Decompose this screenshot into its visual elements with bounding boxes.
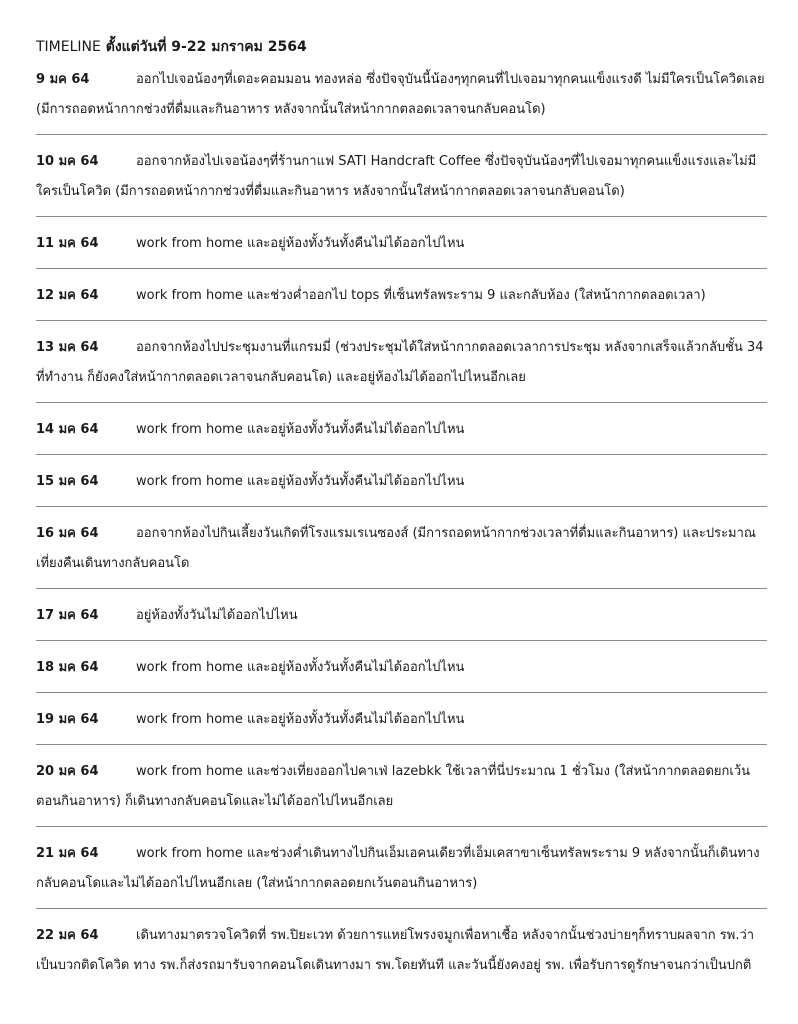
entry-text: เดินทางมาตรวจโควิดที่ รพ.ปิยะเวท ด้วยการแหย่โพรงจมูกเพื่อหาเชื้อ หลังจากนั้นช่วงบ่ายๆก็ทราบผลจาก รพ.ว่าเป็นบวกติดโควิด ทาง รพ.ก็ส่งรถมารับจากคอนโดเดินทางมา รพ.โดยทันที และวันนี้ยังคงอยู่ รพ. เพื่อรับการดูรักษาจนกว่าเป็นปกติ — [36, 928, 755, 973]
entry-text: work from home และช่วงค่ำออกไป tops ที่เซ็นทรัลพระราม 9 และกลับห้อง (ใส่หน้ากากตลอดเวลา) — [136, 288, 706, 303]
timeline-entry — [36, 467, 767, 507]
timeline-entry — [36, 653, 767, 693]
entry-date: 19 มค 64 — [36, 712, 99, 727]
page-title — [36, 37, 767, 57]
timeline-entry — [36, 757, 767, 827]
entry-text: work from home และช่วงค่ำเดินทางไปกินเอ็มเอคนเดียวที่เอ็มเคสาขาเซ็นทรัลพระราม 9 หลังจากนั้นก็เดินทางกลับคอนโดและไม่ได้ออกไปไหนอีกเลย (ใส่หน้ากากตลอดยกเว้นตอนกินอาหาร) — [36, 846, 760, 891]
timeline-entry — [36, 839, 767, 909]
timeline-entry — [36, 519, 767, 589]
timeline-entry — [36, 281, 767, 321]
entry-date: 20 มค 64 — [36, 764, 99, 779]
entry-date: 15 มค 64 — [36, 474, 99, 489]
entry-text: ออกจากห้องไปเจอน้องๆที่ร้านกาแฟ SATI Handcraft Coffee ซึ่งปัจจุบันน้องๆที่ไปเจอมาทุกคนแข็งแรงและไม่มีใครเป็นโควิด (มีการถอดหน้ากากช่วงที่ดื่มและกินอาหาร หลังจากนั้นใส่หน้ากากตลอดเวลาจนกลับคอนโด) — [36, 154, 757, 199]
timeline-entry — [36, 147, 767, 217]
title-prefix: TIMELINE — [36, 39, 101, 55]
timeline-entry — [36, 65, 767, 135]
entry-text: work from home และอยู่ห้องทั้งวันทั้งคืนไม่ได้ออกไปไหน — [136, 236, 465, 251]
entry-date: 14 มค 64 — [36, 422, 99, 437]
entry-date: 11 มค 64 — [36, 236, 99, 251]
timeline-entry — [36, 921, 767, 990]
entry-text: ออกไปเจอน้องๆที่เดอะคอมมอน ทองหล่อ ซึ่งปัจจุบันนี้น้องๆทุกคนที่ไปเจอมาทุกคนแข็งแรงดี ไม่มีใครเป็นโควิดเลย (มีการถอดหน้ากากช่วงที่ดื่มและกินอาหาร หลังจากนั้นใส่หน้ากากตลอดเวลาจนกลับคอนโด) — [36, 72, 765, 117]
timeline-entry — [36, 229, 767, 269]
entry-text: work from home และอยู่ห้องทั้งวันทั้งคืนไม่ได้ออกไปไหน — [136, 474, 465, 489]
entry-text: work from home และอยู่ห้องทั้งวันทั้งคืนไม่ได้ออกไปไหน — [136, 660, 465, 675]
entry-date: 18 มค 64 — [36, 660, 99, 675]
entry-date: 9 มค 64 — [36, 72, 90, 87]
entry-date: 10 มค 64 — [36, 154, 99, 169]
entry-text: work from home และอยู่ห้องทั้งวันทั้งคืนไม่ได้ออกไปไหน — [136, 422, 465, 437]
entry-text: ออกจากห้องไปกินเลี้ยงวันเกิดที่โรงแรมเรเนซองส์ (มีการถอดหน้ากากช่วงเวลาที่ดื่มและกินอาหาร) และประมาณเที่ยงคืนเดินทางกลับคอนโด — [36, 526, 756, 571]
entry-date: 12 มค 64 — [36, 288, 99, 303]
entry-text: ออกจากห้องไปประชุมงานที่แกรมมี่ (ช่วงประชุมได้ใส่หน้ากากตลอดเวลาการประชุม หลังจากเสร็จแล้วกลับชั้น 34 ที่ทำงาน ก็ยังคงใส่หน้ากากตลอดเวลาจนกลับคอนโด) และอยู่ห้องไม่ได้ออกไปไหนอีกเลย — [36, 340, 764, 385]
timeline-entry — [36, 705, 767, 745]
entry-date: 13 มค 64 — [36, 340, 99, 355]
entry-date: 17 มค 64 — [36, 608, 99, 623]
entry-date: 21 มค 64 — [36, 846, 99, 861]
timeline-entry — [36, 415, 767, 455]
timeline-entry — [36, 601, 767, 641]
entry-date: 16 มค 64 — [36, 526, 99, 541]
entry-text: work from home และอยู่ห้องทั้งวันทั้งคืนไม่ได้ออกไปไหน — [136, 712, 465, 727]
entry-text: อยู่ห้องทั้งวันไม่ได้ออกไปไหน — [136, 608, 298, 623]
entry-date: 22 มค 64 — [36, 928, 99, 943]
title-main: ตั้งแต่วันที่ 9-22 มกราคม 2564 — [100, 39, 307, 55]
entry-text: work from home และช่วงเที่ยงออกไปคาเฟ่ lazebkk ใช้เวลาที่นี่ประมาณ 1 ชั่วโมง (ใส่หน้ากากตลอดยกเว้นตอนกินอาหาร) ก็เดินทางกลับคอนโดและไม่ได้ออกไปไหนอีกเลย — [36, 764, 751, 809]
timeline-entry — [36, 333, 767, 403]
